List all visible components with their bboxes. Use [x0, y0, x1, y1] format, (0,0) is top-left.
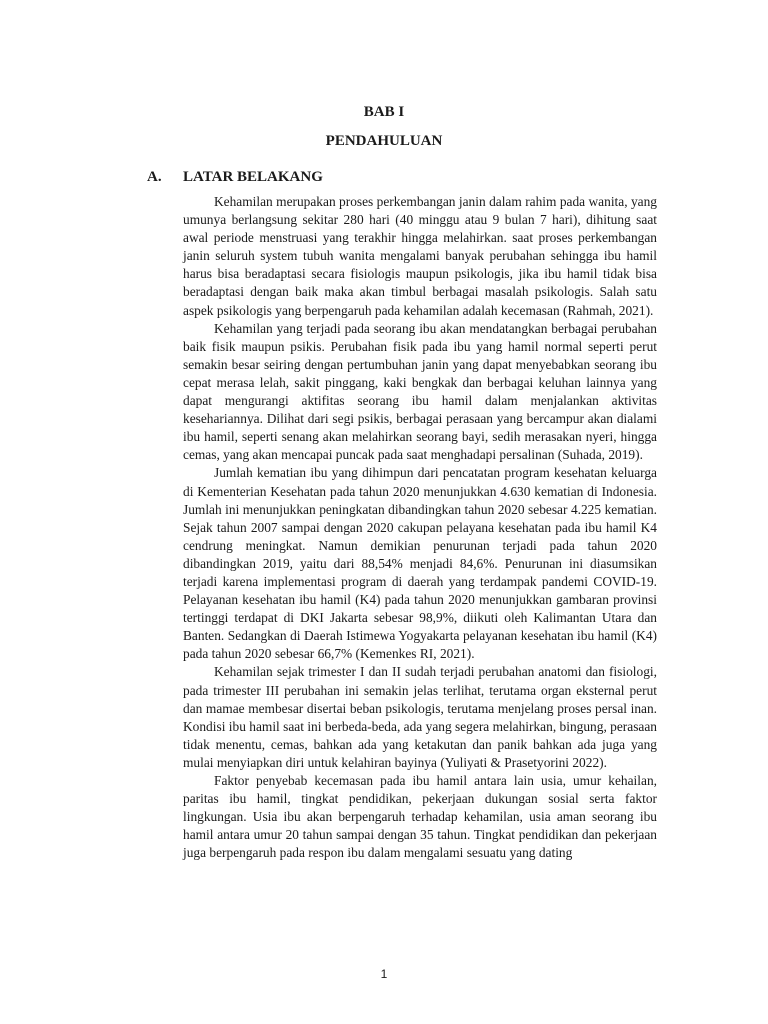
body-text	[183, 193, 657, 862]
section-heading	[147, 169, 323, 186]
chapter-title: PENDAHULUAN	[325, 133, 443, 149]
paragraph: Kehamilan sejak trimester I dan II sudah terjadi perubahan anatomi dan fisiologi, pada trimester III perubahan ini semakin jelas terlihat, terutama organ eksternal perut dan mamae membesar disertai beban psikologis, terutama menjelang proses persal inan. Kondisi ibu hamil saat ini berbeda-beda, ada yang segera melahirkan, bingung, perasaan tidak menentu, cemas, bahkan ada yang ketakutan dan panik bahkan ada juga yang mulai menyiapkan diri untuk kelahiran bayinya (Yuliyati & Prasetyorini 2022).	[183, 664, 657, 770]
paragraph: Faktor penyebab kecemasan pada ibu hamil antara lain usia, umur kehailan, paritas ibu hamil, tingkat pendidikan, pekerjaan dukungan sosial serta faktor lingkungan. Usia ibu akan berpengaruh terhadap kehamilan, usia aman seorang ibu hamil antara umur 20 tahun sampai dengan 35 tahun. Tingkat pendidikan dan pekerjaan juga berpengaruh pada respon ibu dalam mengalami sesuatu yang dating	[183, 773, 657, 861]
paragraph: Kehamilan merupakan proses perkembangan janin dalam rahim pada wanita, yang umunya berlangsung sekitar 280 hari (40 minggu atau 9 bulan 7 hari), dihitung saat awal periode menstruasi yang terakhir hingga melahirkan. saat proses perkembangan janin seluruh system tubuh wanita mengalami banyak perubahan sehingga ibu hamil harus bisa beradaptasi secara fisiologis maupun psikologis, jika ibu hamil tidak bisa beradaptasi dengan baik maka akan timbul berbagai masalah psikologis. Salah satu aspek psikologis yang berpengaruh pada kehamilan adalah kecemasan (Rahmah, 2021).	[183, 194, 657, 318]
section-letter: A.	[147, 169, 162, 185]
section-title: LATAR BELAKANG	[183, 169, 323, 185]
chapter-number: BAB I	[363, 104, 405, 120]
paragraph: Jumlah kematian ibu yang dihimpun dari pencatatan program kesehatan keluarga di Kementerian Kesehatan pada tahun 2020 menunjukkan 4.630 kematian di Indonesia. Jumlah ini menunjukkan peningkatan dibandingkan tahun 2020 sebesar 4.225 kematian. Sejak tahun 2007 sampai dengan 2020 cakupan pelayana kesehatan pada ibu hamil K4 cendrung meningkat. Namun demikian penurunan terjadi pada tahun 2020 dibandingkan 2019, yaitu dari 88,54% menjadi 84,6%. Penurunan ini diasumsikan terjadi karena implementasi program di daerah yang terdampak pandemi COVID-19. Pelayanan kesehatan ibu hamil (K4) pada tahun 2020 menunjukkan gambaran provinsi tertinggi terdapat di DKI Jakarta sebesar 98,9%, diikuti oleh Kalimantan Utara dan Banten. Sedangkan di Daerah Istimewa Yogyakarta pelayanan kesehatan ibu hamil (K4) pada tahun 2020 sebesar 66,7% (Kemenkes RI, 2021).	[183, 465, 657, 662]
paragraph: Kehamilan yang terjadi pada seorang ibu akan mendatangkan berbagai perubahan baik fisik maupun psikis. Perubahan fisik pada ibu yang hamil normal seperti perut semakin besar seiring dengan pertumbuhan janin yang dapat menyebabkan seorang ibu cepat merasa lelah, sakit pinggang, kaki bengkak dan berbagai keluhan lainnya yang dapat mengurangi aktifitas seorang ibu hamil dalam menjalankan aktivitas kesehariannya. Dilihat dari segi psikis, berbagai perasaan yang bercampur akan dialami ibu hamil, seperti senang akan melahirkan seorang bayi, sedih merasakan nyeri, hingga cemas, yang akan mencapai puncak pada saat menghadapi persalinan (Suhada, 2019).	[183, 320, 657, 463]
page-number: 1	[380, 967, 388, 981]
